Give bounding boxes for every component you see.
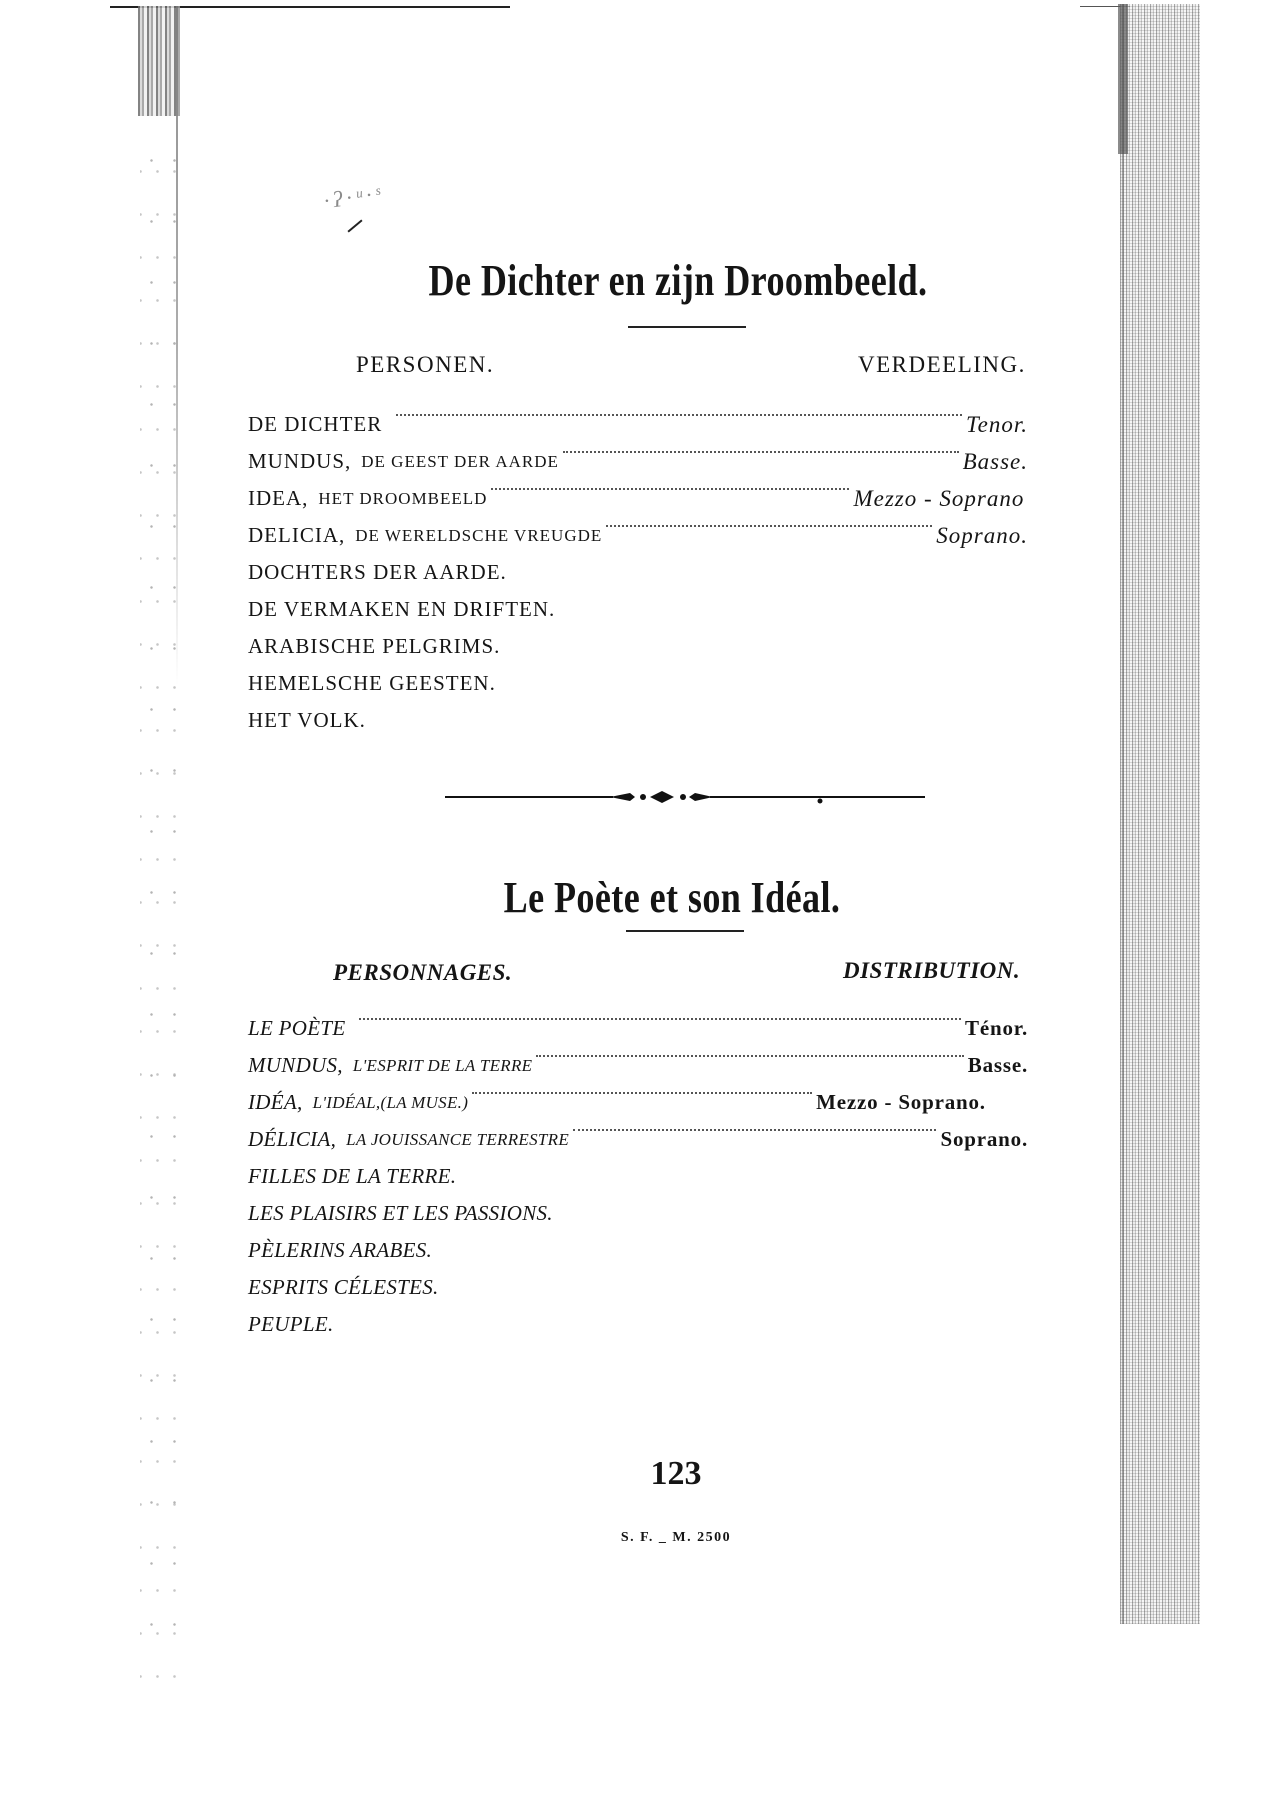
role-name: DÉLICIA, [248,1127,337,1151]
scan-right-edge [1120,4,1200,1624]
dutch-col-personen: PERSONEN. [356,352,495,377]
voice-type: Tenor. [965,412,1028,437]
french-col-distribution: DISTRIBUTION. [843,958,1021,983]
dutch-cast-row [248,517,1138,554]
dutch-extra-role: HET VOLK. [248,708,366,732]
voice-type: Basse. [962,449,1028,474]
role-name: DELICIA, [248,523,346,547]
dutch-title-rule [628,326,746,328]
voice-type: Soprano. [940,1127,1028,1151]
role-description: L'IDÉAL,(LA MUSE.) [312,1093,469,1112]
voice-type: Mezzo - Soprano [853,486,1025,511]
french-extra-role: PÈLERINS ARABES. [248,1238,433,1262]
role-description: HET DROOMBEELD [318,489,488,508]
role-name: LE POÈTE [248,1016,346,1040]
dot-leader [359,1004,961,1020]
voice-type: Ténor. [965,1016,1028,1040]
dot-leader [491,474,849,490]
role-description: DE GEEST DER AARDE [361,452,559,471]
french-col-personnages: PERSONNAGES. [333,960,513,985]
role-description: DE WERELDSCHE VREUGDE [355,526,603,545]
pencil-scribble: ·ʔ·ᵘ·ˢ [322,180,386,214]
french-extra-role: ESPRITS CÉLESTES. [248,1275,439,1299]
role-description: LA JOUISSANCE TERRESTRE [346,1130,570,1149]
french-cast-row [248,1121,1138,1158]
role-name: IDEA, [248,486,309,510]
dot-leader [573,1115,936,1131]
role-name: DE DICHTER [248,412,383,436]
dot-leader [606,511,932,527]
voice-type: Basse. [967,1053,1028,1077]
dutch-title: De Dichter en zijn Droombeeld. [428,256,928,305]
printer-mark: S. F. _ M. 2500 [620,1530,732,1545]
ornamental-divider [445,787,925,807]
french-extra-role: FILLES DE LA TERRE. [248,1164,457,1188]
role-name: MUNDUS, [248,1053,343,1077]
dutch-extra-role: ARABISCHE PELGRIMS. [248,634,501,658]
french-extra-role: LES PLAISIRS ET LES PASSIONS. [248,1201,553,1225]
french-cast-list [248,1010,1138,1343]
french-title-rule [626,930,744,932]
role-name: IDÉA, [248,1090,303,1114]
dutch-cast-list [248,406,1138,739]
dutch-extra-role: DE VERMAKEN EN DRIFTEN. [248,597,556,621]
scan-right-line [1122,4,1124,1624]
dot-leader [536,1041,963,1057]
dutch-extra-role: DOCHTERS DER AARDE. [248,560,507,584]
french-title: Le Poète et son Idéal. [503,873,841,922]
voice-type: Soprano. [936,523,1028,548]
french-extra-role: PEUPLE. [248,1312,334,1336]
dot-leader [396,400,962,416]
dutch-col-verdeeling: VERDEELING. [858,352,1026,377]
page-number: 123 [650,1455,702,1492]
dutch-extra-role: HEMELSCHE GEESTEN. [248,671,496,695]
dot-leader [472,1078,812,1094]
role-description: L'ESPRIT DE LA TERRE [352,1056,533,1075]
dot-leader [563,437,959,453]
voice-type: Mezzo - Soprano. [816,1090,986,1114]
scan-left-edge [138,6,180,116]
role-name: MUNDUS, [248,449,352,473]
